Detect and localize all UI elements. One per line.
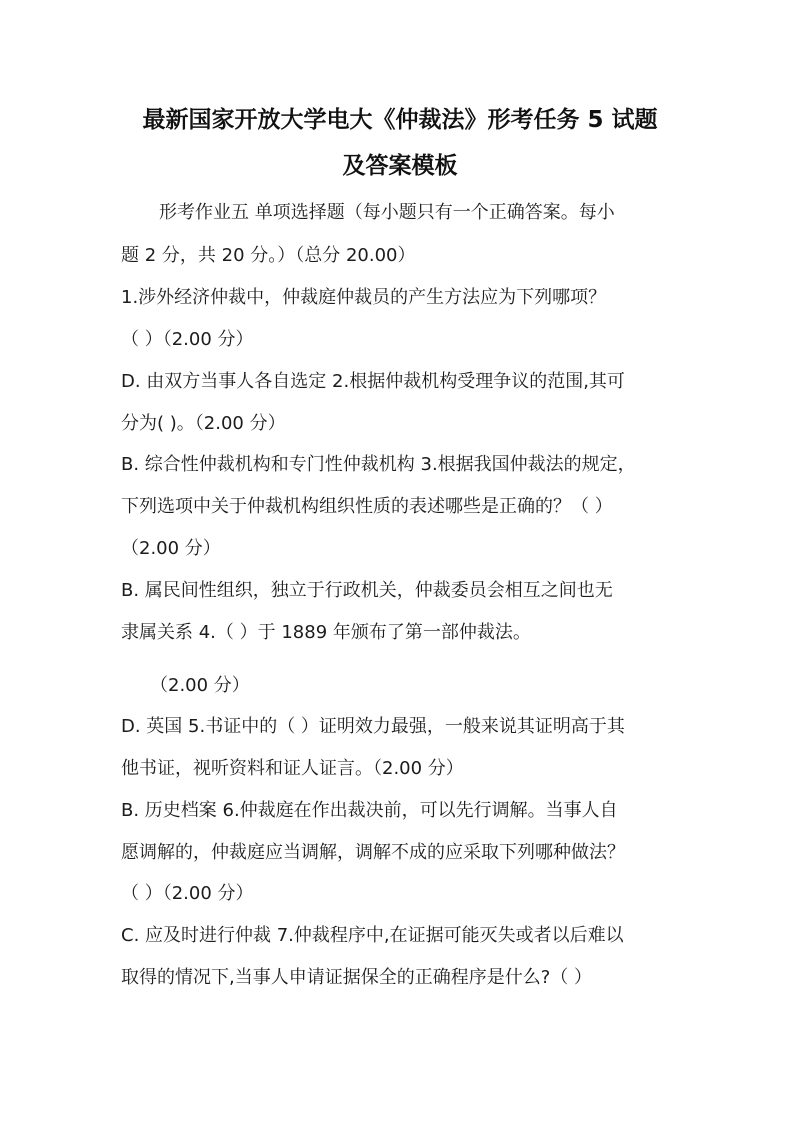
text-line: 形考作业五 单项选择题（每小题只有一个正确答案。每小 bbox=[159, 202, 615, 223]
text-line: 隶属关系 4.（ ）于 1889 年颁布了第一部仲裁法。 bbox=[121, 622, 531, 643]
text-line: 分为( )。（2.00 分） bbox=[121, 413, 286, 434]
document-title-line-1: 最新国家开放大学电大《仲裁法》形考任务 5 试题 bbox=[142, 107, 658, 133]
text-line: 愿调解的，仲裁庭应当调解，调解不成的应采取下列哪种做法？ bbox=[121, 842, 625, 863]
text-line: 题 2 分，共 20 分。）（总分 20.00） bbox=[121, 245, 416, 266]
text-line: D. 英国 5.书证中的（ ）证明效力最强，一般来说其证明高于其 bbox=[121, 716, 625, 737]
text-line: B. 属民间性组织，独立于行政机关，仲裁委员会相互之间也无 bbox=[121, 580, 613, 601]
document-title-line-2: 及答案模板 bbox=[342, 153, 458, 179]
text-line: C. 应及时进行仲裁 7.仲裁程序中,在证据可能灭失或者以后难以 bbox=[121, 925, 624, 946]
text-line: （ ）（2.00 分） bbox=[121, 883, 254, 904]
text-line: 取得的情况下,当事人申请证据保全的正确程序是什么?（ ） bbox=[121, 967, 592, 988]
text-line: （ ）（2.00 分） bbox=[121, 329, 254, 350]
text-line: （2.00 分） bbox=[121, 538, 221, 559]
text-line: 1.涉外经济仲裁中，仲裁庭仲裁员的产生方法应为下列哪项？ bbox=[121, 287, 607, 308]
text-line: 下列选项中关于仲裁机构组织性质的表述哪些是正确的？（ ） bbox=[121, 496, 613, 517]
text-line: B. 综合性仲裁机构和专门性仲裁机构 3.根据我国仲裁法的规定， bbox=[121, 454, 636, 475]
text-line: 他书证，视听资料和证人证言。（2.00 分） bbox=[121, 758, 464, 779]
text-line: D. 由双方当事人各自选定 2.根据仲裁机构受理争议的范围,其可 bbox=[121, 371, 625, 392]
text-line: （2.00 分） bbox=[150, 675, 250, 696]
text-line: B. 历史档案 6.仲裁庭在作出裁决前，可以先行调解。当事人自 bbox=[121, 800, 618, 821]
